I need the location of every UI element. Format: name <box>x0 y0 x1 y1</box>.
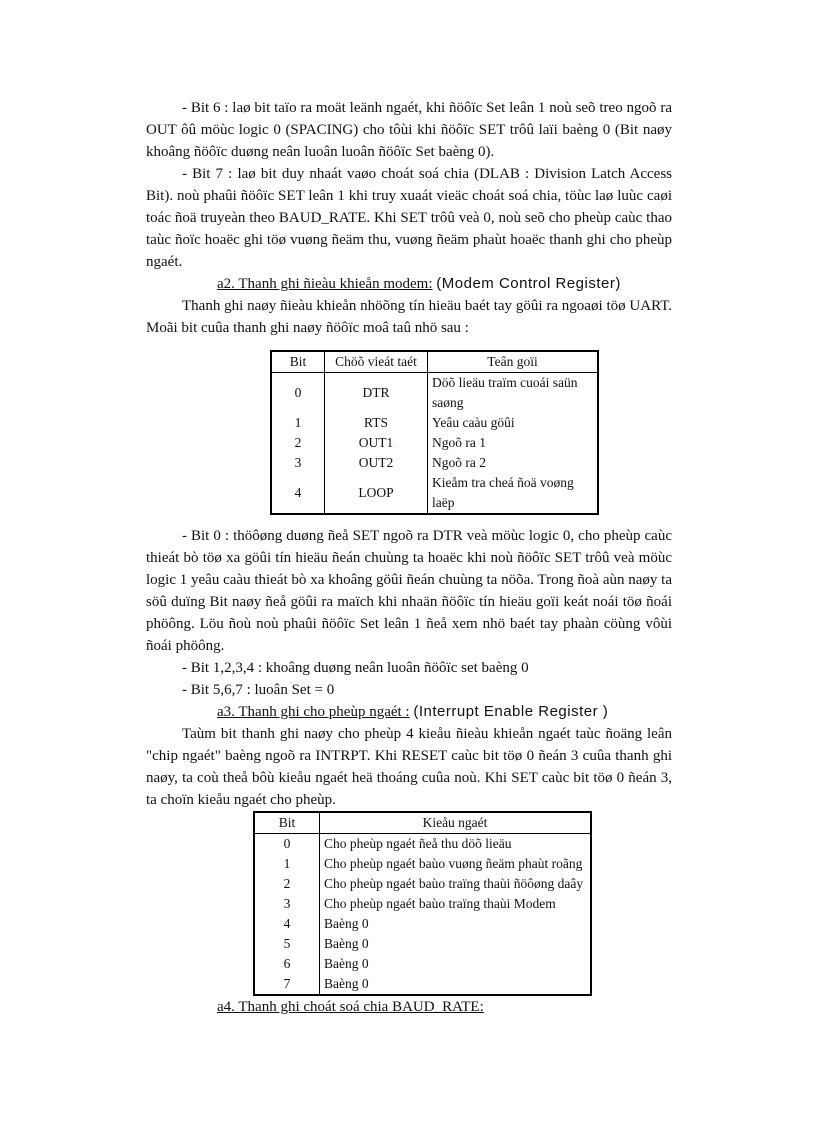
paragraph-bit7: - Bit 7 : laø bit duy nhaát vaøo choát soá chia (DLAB : Division Latch Access Bit). noù phaûi ñöôïc SET leân 1 khi truy xuaát vieäc choát soá chia, töùc laø luùc caøi toác ñoä truyeàn theo BAUD_RATE. Khi SET trôû veà 0, noù seõ cho pheùp caùc thao taùc ñoïc hoaëc ghi töø vuøng ñeäm thu, vuøng ñeäm phaùt hoaëc thanh ghi cho pheùp ngaét. <box>146 166 672 270</box>
table-cell: 4 <box>254 914 320 934</box>
paragraph-bit0: - Bit 0 : thöôøng duøng ñeå SET ngoõ ra DTR veà möùc logic 0, cho pheùp caùc thieát bò töø xa göûi tín hieäu ñeán chuùng ta hoaëc khi noù ñöôïc SET trôû veà möùc logic 1 yeâu caàu thieát bò xa khoâng göûi ñeán chuùng ta nöõa. Trong ñoà aùn naøy ta söû duïng Bit naøy ñeå göûi ra maïch khi nhaän ñöôïc tín hieäu goïi keát noái töø ñoái phöông. Löu ñoù noù phaûi ñöôïc Set leân 1 ñeå xem nhö baét tay phaàn cöùng vôùi ñoái phöông. <box>146 528 672 654</box>
table-row <box>254 974 591 995</box>
table-header-cell: Bit <box>254 812 320 834</box>
table-row <box>271 433 598 453</box>
heading-a2-subtitle: (Modem Control Register) <box>436 275 621 292</box>
table-row <box>254 954 591 974</box>
paragraph-bit1-4: - Bit 1,2,3,4 : khoâng duøng neân luoân ñöôïc set baèng 0 <box>182 660 529 676</box>
table-cell: Ngoõ ra 2 <box>432 455 486 470</box>
table-cell: Cho pheùp ngaét ñeå thu döõ lieäu <box>324 836 512 851</box>
table-cell: Cho pheùp ngaét baùo traïng thaùi Modem <box>324 896 556 911</box>
table-row <box>271 453 598 473</box>
table-cell: 1 <box>254 854 320 874</box>
interrupt-enable-table <box>253 811 592 996</box>
section-heading-a3 <box>146 701 672 723</box>
table-cell: 2 <box>254 874 320 894</box>
table-cell: RTS <box>325 413 428 433</box>
table-cell: Döõ lieäu traïm cuoái saün saøng <box>432 375 578 410</box>
table-header-row <box>271 351 598 373</box>
document-body <box>146 97 672 1018</box>
table-cell: 7 <box>254 974 320 995</box>
paragraph-mcr-intro: Thanh ghi naøy ñieàu khieån nhöõng tín hieäu baét tay göûi ra ngoaøi töø UART. Moãi bit cuûa thanh ghi naøy ñöôïc moâ taû nhö sau : <box>146 298 672 336</box>
table-row <box>254 834 591 855</box>
table-cell: 0 <box>254 834 320 855</box>
table-row <box>254 934 591 954</box>
heading-a2-title: a2. Thanh ghi ñieàu khieån modem: <box>217 276 433 292</box>
table-cell: 3 <box>271 453 325 473</box>
table-cell: Baèng 0 <box>324 956 369 971</box>
heading-a3-subtitle: (Interrupt Enable Register ) <box>413 703 609 720</box>
table-header-row <box>254 812 591 834</box>
table-header-cell: Chöõ vieát taét <box>325 351 428 373</box>
table-cell: 3 <box>254 894 320 914</box>
table-cell: Cho pheùp ngaét baùo traïng thaùi ñöôøng daây <box>324 876 584 891</box>
table-row <box>254 874 591 894</box>
paragraph-ier-intro: Taùm bit thanh ghi naøy cho pheùp 4 kieåu ñieàu khieån ngaét taùc ñoäng leân "chip ngaét" baèng ngoõ ra INTRPT. Khi RESET caùc bit töø 0 ñeán 3 cuûa thanh ghi naøy, ta coù theå bôù kieåu ngaét heä thoáng cuûa noù. Khi SET caùc bit töø 0 ñeán 3, ta choïn kieåu ngaét cho pheùp. <box>146 726 672 808</box>
table-row <box>254 894 591 914</box>
paragraph-bit6: - Bit 6 : laø bit taïo ra moät leänh ngaét, khi ñöôïc Set leân 1 noù seõ treo ngoõ ra OUT ôû möùc logic 0 (SPACING) cho tôùi khi ñöôïc SET trôû laïi baèng 0 (Bit naøy khoâng ñöôïc duøng neân luoân luoân ñöôïc Set baèng 0). <box>146 100 672 160</box>
table-row <box>254 914 591 934</box>
table-cell: Baèng 0 <box>324 976 369 991</box>
heading-a3-title: a3. Thanh ghi cho pheùp ngaét : <box>217 704 410 720</box>
table-cell: Yeâu caàu göûi <box>432 415 515 430</box>
table-cell: Kieåm tra cheá ñoä voøng laëp <box>432 475 574 510</box>
table-cell: LOOP <box>325 473 428 514</box>
table-cell: OUT1 <box>325 433 428 453</box>
modem-control-table <box>270 350 599 515</box>
table-header-cell: Kieåu ngaét <box>320 812 592 834</box>
table-header-cell: Teân goïi <box>428 351 599 373</box>
table-cell: 6 <box>254 954 320 974</box>
heading-a4-title: a4. Thanh ghi choát soá chia BAUD_RATE: <box>217 999 484 1015</box>
table-cell: Ngoõ ra 1 <box>432 435 486 450</box>
section-heading-a2 <box>146 273 672 295</box>
table-row <box>254 854 591 874</box>
table-header-cell: Bit <box>271 351 325 373</box>
table-cell: 1 <box>271 413 325 433</box>
table-row <box>271 373 598 414</box>
table-cell: Cho pheùp ngaét baùo vuøng ñeäm phaùt roãng <box>324 856 583 871</box>
table-cell: 4 <box>271 473 325 514</box>
table-cell: 5 <box>254 934 320 954</box>
table-row <box>271 413 598 433</box>
table-cell: DTR <box>325 373 428 414</box>
table-cell: 0 <box>271 373 325 414</box>
table-cell: OUT2 <box>325 453 428 473</box>
table-row <box>271 473 598 514</box>
table-cell: Baèng 0 <box>324 916 369 931</box>
paragraph-bit5-7: - Bit 5,6,7 : luoân Set = 0 <box>182 682 335 698</box>
section-heading-a4 <box>146 996 672 1018</box>
table-cell: 2 <box>271 433 325 453</box>
table-cell: Baèng 0 <box>324 936 369 951</box>
